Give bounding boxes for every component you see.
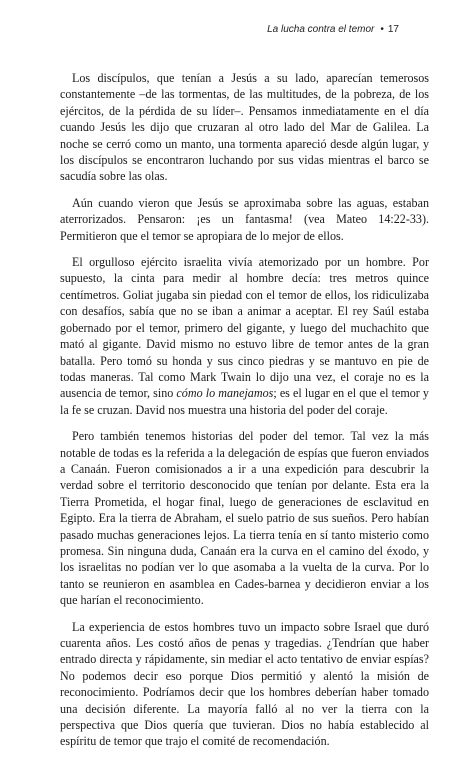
paragraph-3-text-after: ; es el lugar en el que el temor y la fe se cruzan. David nos muestra una historia del poder del coraje. bbox=[60, 386, 429, 417]
running-title: La lucha contra el temor bbox=[267, 24, 375, 35]
paragraph-2: Aún cuando vieron que Jesús se aproximaba sobre las aguas, estaban aterrorizados. Pensaron: ¡es un fantasma! (vea Mateo 14:22-33). Permitieron que el temor se apropiara de lo mejor de ellos. bbox=[60, 195, 429, 243]
paragraph-3-emphasis: cómo lo manejamos bbox=[176, 386, 274, 401]
paragraph-4: Pero también tenemos historias del poder del temor. Tal vez la más notable de todas es la referida a la delegación de espías que fueron enviados a Canaán. Fueron comisionados a ir a una expedición para descubrir la verdad sobre el territorio desconocido que tenían por delante. Esta era la Tierra Prometida, el hogar final, luego de generaciones de esclavitud en Egipto. Era la tierra de Abraham, el suelo patrio de sus sueños. Pero habían pasado muchas generaciones lejos. La tierra tenía en sí tanto misterio como promesa. Sin ninguna duda, Canaán era la curva en el camino del éxodo, y los israelitas no podían ver lo que asomaba a la vuelta de la curva. Por lo tanto se reunieron en asamblea en Cades-barnea y decidieron enviar a los que harían el reconocimiento. bbox=[60, 429, 429, 608]
header-bullet: • bbox=[380, 24, 384, 35]
paragraph-1: Los discípulos, que tenían a Jesús a su lado, aparecían temerosos constantemente –de las tormentas, de las multitudes, de la pobreza, de los ejércitos, de la pérdida de su líder–. Pensamos inmediatamente en el día cuando Jesús les dijo que cruzaran al otro lado del Mar de Galilea. La noche se cerró como un manto, una tormenta apareció desde algún lugar, y los discípulos se encontraron luchando por sus vidas mientras el barco se sacudía sobre las olas. bbox=[60, 71, 429, 184]
page-number: 17 bbox=[387, 24, 399, 35]
paragraph-3-text-before: El orgulloso ejército israelita vivía atemorizado por un hombre. Por supuesto, la cinta para medir al hombre decía: tres metros quince centímetros. Goliat jugaba sin piedad con el temor de ellos, los ridiculizaba con desafíos, sabía que no se iban a animar a aceptar. El rey Saúl estaba gobernado por el temor, primero del gigante, y luego del muchachito que mató al gigante. David mismo no estuvo libre de temor antes de la gran batalla. Pero tomó su honda y sus cinco piedras y se mantuvo en pie de todas maneras. Tal como Mark Twain lo dijo una vez, el coraje no es la ausencia de temor, sino bbox=[60, 255, 429, 401]
paragraph-5: La experiencia de estos hombres tuvo un impacto sobre Israel que duró cuarenta años. Les costó años de penas y tragedias. ¿Tendrían que haber entrado directa y rápidamente, sin mediar el acto tentativo de enviar espías? No podemos decir eso porque Dios permitió y alentó la misión de reconocimiento. Podríamos decir que los hombres deberían haber tomado una decisión diferente. La mayoría falló al no ver la tierra con la perspectiva que Dios quería que tuvieran. Dios no había establecido al espíritu de temor que trajo el comité de recomendación. bbox=[60, 619, 429, 749]
paragraph-3 bbox=[60, 254, 429, 418]
page-body bbox=[60, 70, 429, 760]
running-header bbox=[267, 24, 399, 35]
